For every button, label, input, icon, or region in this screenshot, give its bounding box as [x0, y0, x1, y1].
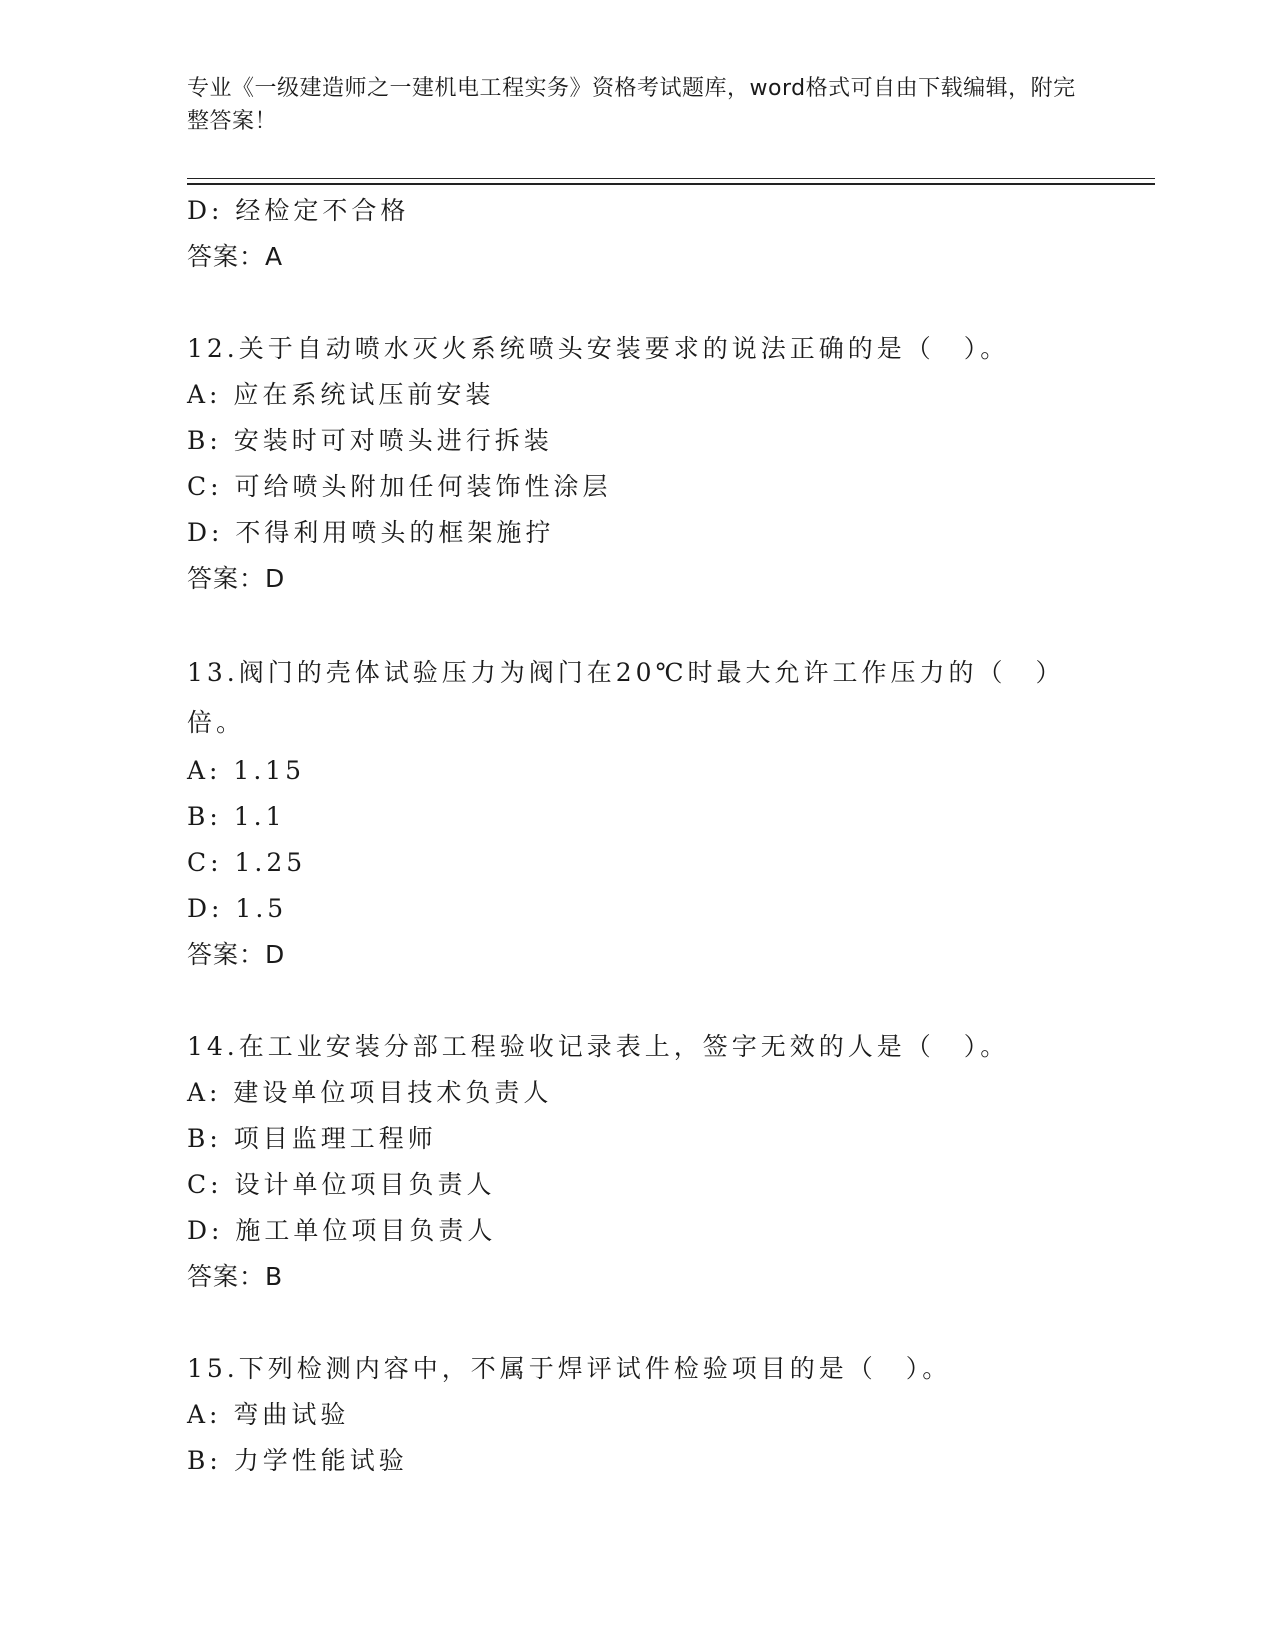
- question-13: [187, 648, 1155, 978]
- option-d: D: 1.5: [187, 894, 288, 923]
- option-b: B: 安装时可对喷头进行拆装: [187, 426, 553, 455]
- previous-option-d: D: 经检定不合格: [187, 196, 410, 225]
- option-c: C: 设计单位项目负责人: [187, 1170, 496, 1199]
- option-a: A: 弯曲试验: [187, 1400, 350, 1429]
- question-stem: 14.在工业安装分部工程验收记录表上，签字无效的人是（ ）。: [187, 1032, 1010, 1061]
- option-a: A: 应在系统试压前安装: [187, 380, 495, 409]
- option-b: B: 力学性能试验: [187, 1446, 408, 1475]
- question-stem: 13.阀门的壳体试验压力为阀门在20℃时最大允许工作压力的（ ）倍。: [187, 658, 1065, 737]
- option-c: C: 可给喷头附加任何装饰性涂层: [187, 472, 612, 501]
- option-d: D: 施工单位项目负责人: [187, 1216, 497, 1245]
- option-a: A: 1.15: [187, 756, 306, 785]
- option-a: A: 建设单位项目技术负责人: [187, 1078, 553, 1107]
- option-b: B: 项目监理工程师: [187, 1124, 437, 1153]
- question-14: [187, 1024, 1155, 1300]
- option-c: C: 1.25: [187, 848, 307, 877]
- answer: 答案：D: [187, 940, 286, 969]
- document-body: [187, 188, 1155, 1484]
- option-b: B: 1.1: [187, 802, 286, 831]
- header-divider: [187, 178, 1155, 185]
- question-stem: 12.关于自动喷水灭火系统喷头安装要求的说法正确的是（ ）。: [187, 334, 1010, 363]
- option-d: D: 不得利用喷头的框架施拧: [187, 518, 555, 547]
- question-stem: 15.下列检测内容中，不属于焊评试件检验项目的是（ ）。: [187, 1354, 952, 1383]
- previous-answer: 答案：A: [187, 242, 284, 271]
- question-12: [187, 326, 1155, 602]
- question-15: [187, 1346, 1155, 1484]
- answer: 答案：B: [187, 1262, 284, 1291]
- page-header: 专业《一级建造师之一建机电工程实务》资格考试题库，word格式可自由下载编辑，附完整答案！: [187, 76, 1076, 134]
- answer: 答案：D: [187, 564, 286, 593]
